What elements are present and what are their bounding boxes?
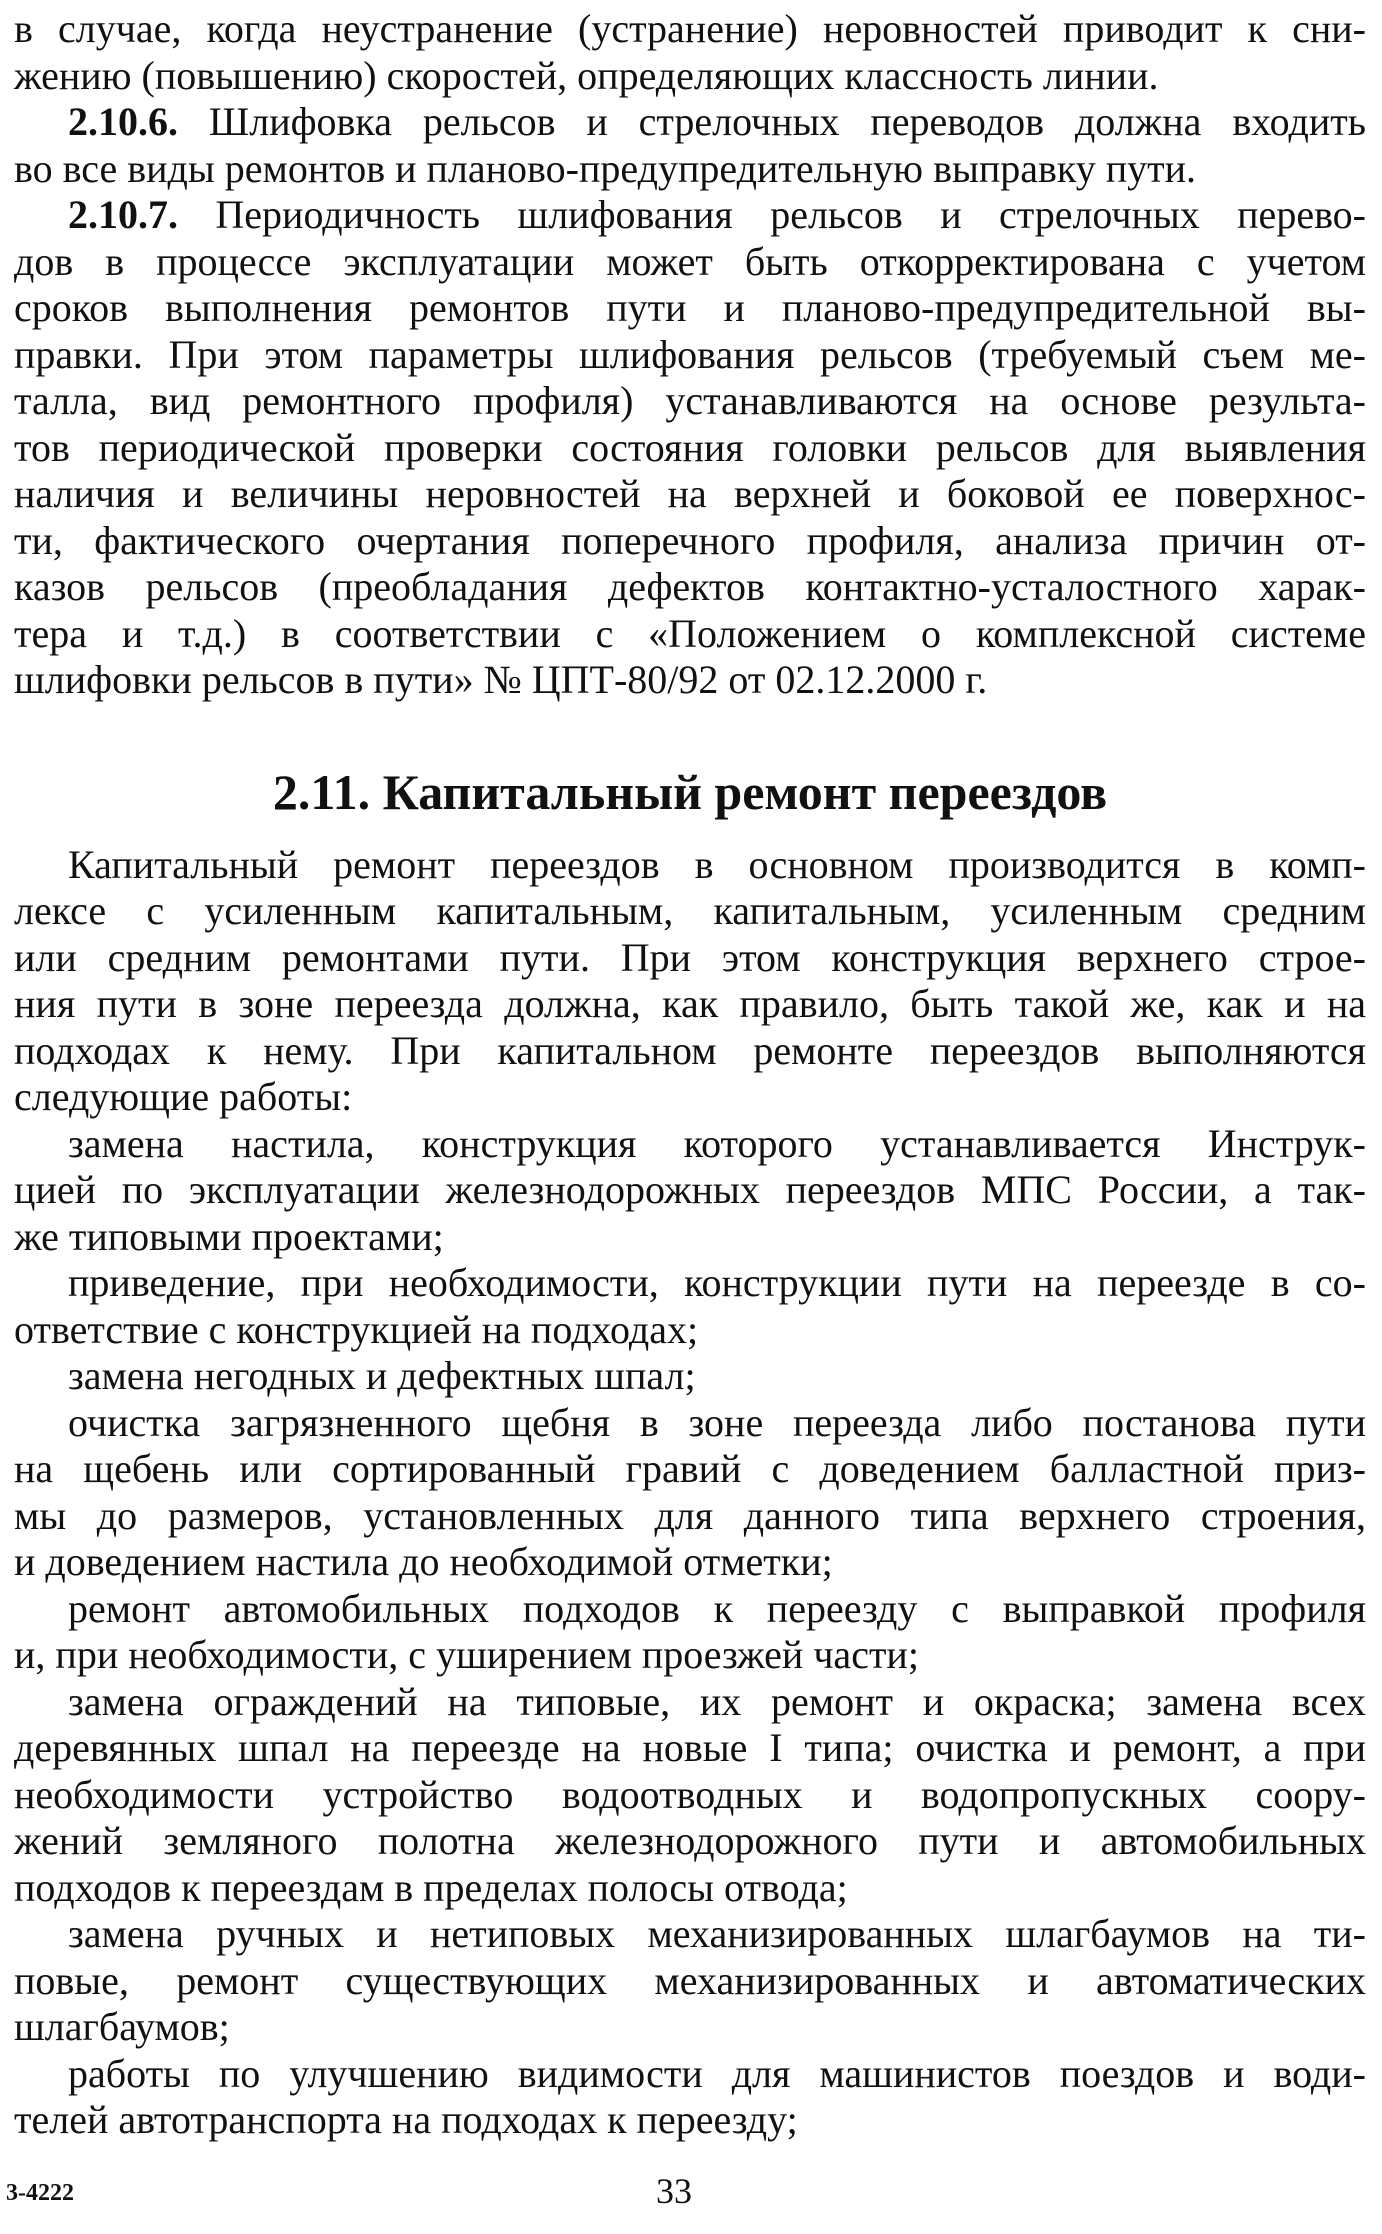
text-line: талла, вид ремонтного профиля) устанавливаются на основе результа- (14, 378, 1366, 423)
page-number: 33 (656, 2171, 692, 2211)
text-line: замена негодных и дефектных шпал; (68, 1353, 696, 1398)
section-heading: 2.11. Капитальный ремонт переездов (272, 763, 1108, 820)
text-line: на щебень или сортированный гравий с доведением балластной приз- (14, 1446, 1366, 1491)
text-line: шлифовки рельсов в пути» № ЦПТ-80/92 от 02.12.2000 г. (14, 657, 988, 702)
text-line: тов периодической проверки состояния головки рельсов для выявления (14, 424, 1366, 470)
text-line: мы до размеров, установленных для данного типа верхнего строения, (14, 1492, 1366, 1538)
page-content (14, 6, 1366, 2144)
text-line: в случае, когда неустранение (устранение) неровностей приводит к сни- (14, 6, 1366, 51)
text-line: ния пути в зоне переезда должна, как правило, быть такой же, как и на (14, 981, 1366, 1026)
clause-number: 2.10.6. (68, 99, 178, 144)
section-body (14, 842, 1366, 2144)
clause-number: 2.10.7. (68, 192, 178, 237)
text-line (14, 192, 1366, 239)
clause-text: Шлифовка рельсов и стрелочных переводов должна входить (208, 99, 1367, 144)
text-line: деревянных шпал на переезде на новые I типа; очистка и ремонт, а при (14, 1725, 1366, 1770)
text-line: и, при необходимости, с уширением проезжей части; (14, 1632, 919, 1677)
text-line (14, 99, 1366, 146)
text-line: приведение, при необходимости, конструкции пути на переезде в со- (68, 1260, 1366, 1305)
text-line: наличия и величины неровностей на верхней и боковой ее поверхнос- (14, 471, 1366, 516)
text-line: замена ручных и нетиповых механизированных шлагбаумов на ти- (68, 1911, 1366, 1956)
text-line: подходах к нему. При капитальном ремонте переездов выполняются (14, 1027, 1366, 1073)
text-line: правки. При этом параметры шлифования рельсов (требуемый съем ме- (14, 331, 1366, 377)
text-line: лексе с усиленным капитальным, капитальным, усиленным средним (14, 888, 1366, 933)
text-line: или средним ремонтами пути. При этом конструкция верхнего строе- (14, 934, 1366, 980)
text-line: работы по улучшению видимости для машинистов поездов и води- (68, 2050, 1366, 2096)
signature-code: 3-4222 (6, 2180, 74, 2206)
text-line: ремонт автомобильных подходов к переезду с выправкой профиля (68, 1585, 1366, 1631)
clause-text: Периодичность шлифования рельсов и стрелочных перево- (215, 192, 1367, 237)
text-line: ти, фактического очертания поперечного профиля, анализа причин от- (14, 517, 1366, 563)
page-footer (0, 2170, 1382, 2210)
text-line: жению (повышению) скоростей, определяющих классность линии. (14, 52, 1159, 98)
text-line: Капитальный ремонт переездов в основном производится в комп- (68, 841, 1366, 887)
text-line: замена настила, конструкция которого устанавливается Инструк- (68, 1120, 1366, 1166)
text-line: и доведением настила до необходимой отметки; (14, 1539, 833, 1584)
text-line: подходов к переездам в пределах полосы отвода; (14, 1864, 848, 1910)
text-line: ответствие с конструкцией на подходах; (14, 1306, 699, 1352)
text-line: казов рельсов (преобладания дефектов контактно-усталостного харак- (14, 564, 1366, 609)
text-line: тера и т.д.) в соответствии с «Положением о комплексной системе (14, 610, 1366, 656)
text-line: следующие работы: (14, 1074, 353, 1119)
text-line: во все виды ремонтов и планово-предупредительную выправку пути. (14, 145, 1197, 191)
text-line: необходимости устройство водоотводных и водопропускных соору- (14, 1771, 1366, 1817)
text-line: цией по эксплуатации железнодорожных переездов МПС России, а так- (14, 1167, 1366, 1212)
text-line: шлагбаумов; (14, 2004, 230, 2049)
text-line: сроков выполнения ремонтов пути и планово-предупредительной вы- (14, 285, 1366, 330)
text-line: повые, ремонт существующих механизированных и автоматических (14, 1957, 1366, 2003)
text-line: жений земляного полотна железнодорожного пути и автомобильных (14, 1818, 1366, 1863)
text-line: дов в процессе эксплуатации может быть откорректирована с учетом (14, 238, 1366, 284)
text-line: телей автотранспорта на подходах к переезду; (14, 2097, 798, 2142)
text-line: замена ограждений на типовые, их ремонт и окраска; замена всех (68, 1678, 1366, 1724)
text-line: же типовыми проектами; (14, 1213, 444, 1259)
text-line: очистка загрязненного щебня в зоне переезда либо постанова пути (68, 1399, 1366, 1445)
